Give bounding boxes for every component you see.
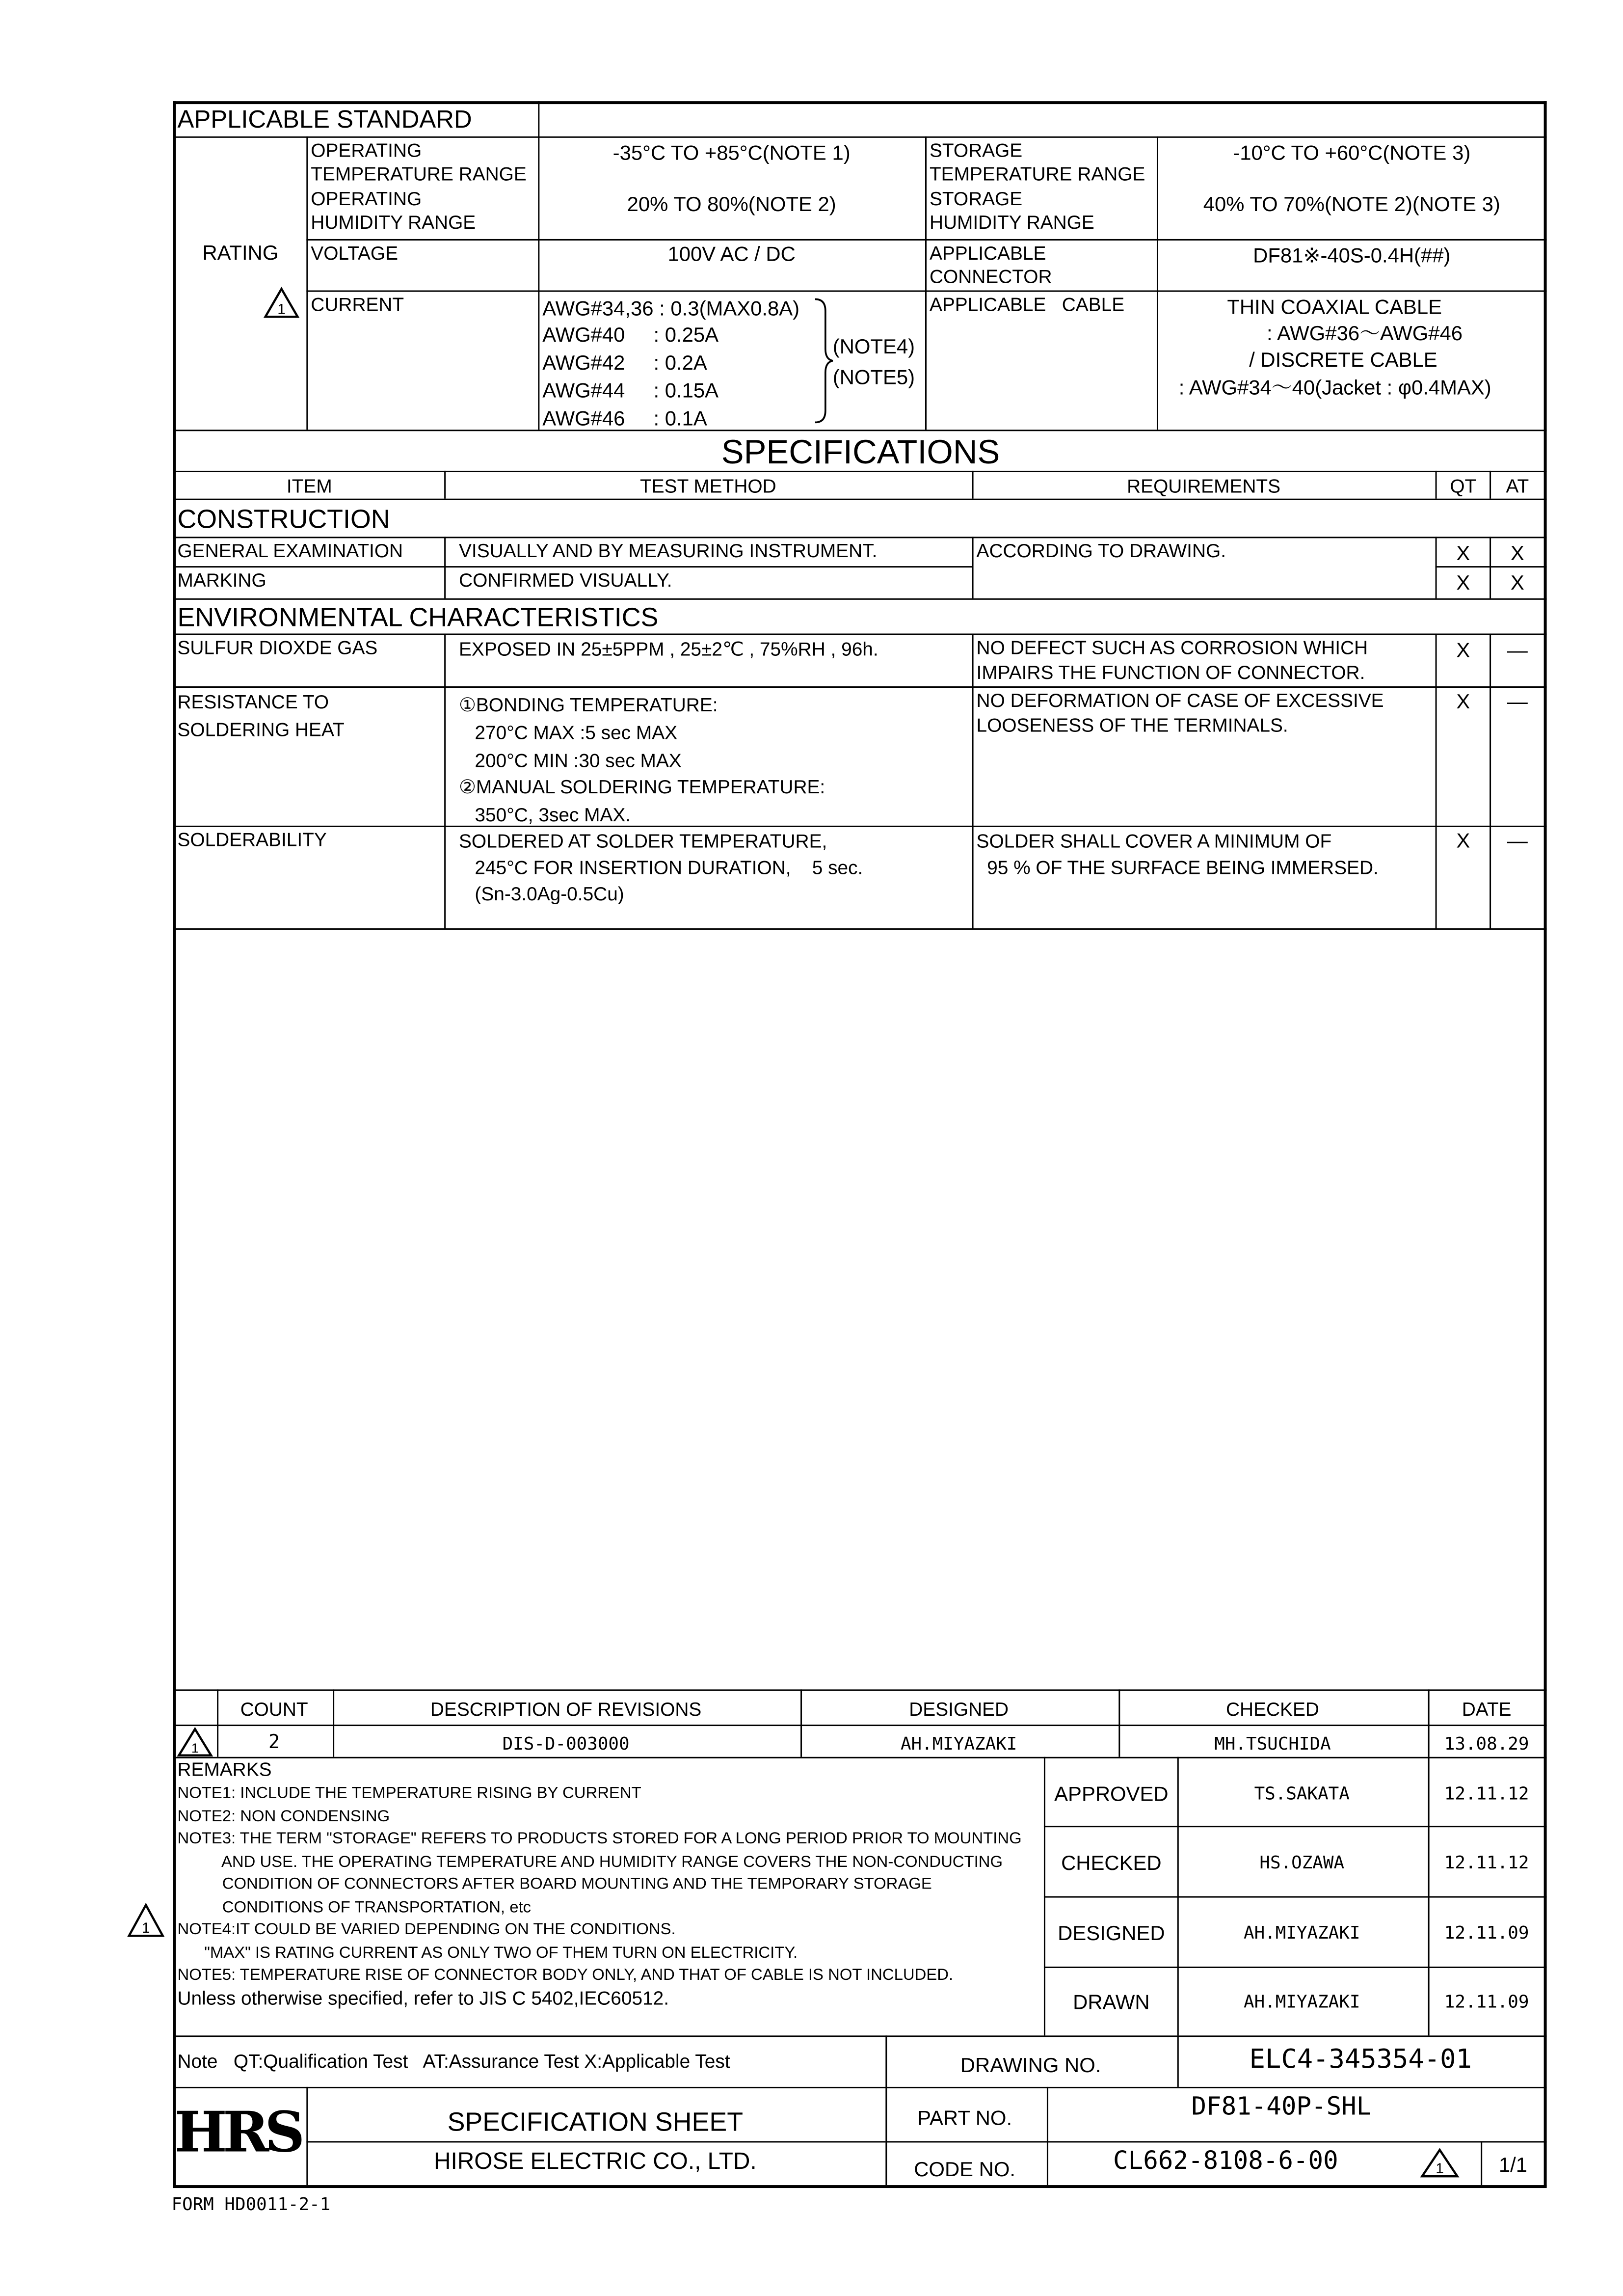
approval-date: 12.11.12 (1444, 1783, 1529, 1804)
grid-line (173, 598, 1547, 600)
current-row: AWG#46 : 0.1A (542, 406, 707, 430)
grid-line (173, 686, 1547, 688)
storage-humidity-label: STORAGE HUMIDITY RANGE (929, 188, 1094, 233)
current-row: AWG#42 : 0.2A (542, 350, 707, 374)
storage-temp-label: STORAGE TEMPERATURE RANGE (929, 139, 1145, 184)
revision-triangle-icon (263, 286, 301, 320)
op-humidity-value: 20% TO 80%(NOTE 2) (627, 192, 836, 216)
revision-mark-number: 1 (191, 1740, 199, 1756)
grid-line (1490, 471, 1491, 499)
drawing-no: ELC4-345354-01 (1249, 2044, 1472, 2076)
part-no-label: PART NO. (917, 2106, 1012, 2130)
grid-line (173, 1689, 1547, 1691)
col-header-at: AT (1506, 475, 1529, 497)
frame-left-line (173, 101, 176, 2187)
col-header-item: ITEM (286, 475, 332, 497)
grid-line (444, 471, 446, 499)
specifications-title: SPECIFICATIONS (721, 432, 1000, 471)
grid-line (885, 2035, 887, 2185)
hrs-logo (174, 2097, 301, 2165)
op-temp-label: OPERATING TEMPERATURE RANGE (311, 139, 527, 184)
grid-line (444, 634, 446, 928)
cable-line: : AWG#36～AWG#46 (1267, 321, 1463, 345)
connector-label: APPLICABLE CONNECTOR (929, 242, 1052, 287)
grid-line (1481, 2141, 1482, 2185)
grid-line (1436, 634, 1437, 928)
grid-line (306, 2087, 308, 2185)
row-qt: X (1456, 689, 1470, 713)
grid-line (173, 826, 1547, 827)
grid-line (1436, 471, 1437, 499)
grid-line (1044, 1896, 1547, 1898)
company-name: HIROSE ELECTRIC CO., LTD. (433, 2150, 757, 2175)
row-requirement: NO DEFORMATION OF CASE OF EXCESSIVE LOOSENESS OF THE TERMINALS. (976, 689, 1384, 736)
approval-date: 12.11.12 (1444, 1852, 1529, 1873)
col-header-qt: QT (1450, 475, 1477, 497)
grid-line (1044, 1967, 1547, 1968)
grid-line (173, 2035, 1547, 2037)
approval-role: DRAWN (1073, 1990, 1150, 2014)
remarks-last-line: Unless otherwise specified, refer to JIS C 5402,IEC60512. (177, 1987, 669, 2009)
row-at: — (1507, 828, 1528, 852)
grid-line (800, 1689, 802, 1756)
row-at: — (1507, 638, 1528, 662)
grid-line (306, 2141, 885, 2142)
row-at: X (1510, 570, 1524, 594)
grid-line (972, 537, 974, 598)
row-item: MARKING (177, 569, 266, 591)
row-item: RESISTANCE TO SOLDERING HEAT (177, 691, 345, 740)
form-number: FORM HD0011-2-1 (171, 2194, 331, 2215)
approval-name: TS.SAKATA (1254, 1783, 1350, 1804)
frame-bottom-line (173, 2185, 1547, 2188)
current-note5: (NOTE5) (832, 365, 915, 389)
grid-line (1177, 2035, 1179, 2087)
row-at: — (1507, 689, 1528, 713)
rev-header-count: COUNT (240, 1698, 308, 1721)
current-row: AWG#40 : 0.25A (542, 323, 719, 347)
grid-line (1047, 2087, 1048, 2185)
revision-mark-number: 1 (1436, 2161, 1444, 2177)
grid-line (972, 634, 974, 928)
applicable-standard-label: APPLICABLE STANDARD (177, 106, 472, 134)
row-qt: X (1456, 638, 1470, 662)
frame-top-line (173, 101, 1547, 104)
grid-line (885, 2141, 1546, 2142)
sheet-title: SPECIFICATION SHEET (447, 2107, 744, 2137)
revision-date: 13.08.29 (1444, 1733, 1529, 1754)
grid-line (306, 136, 308, 430)
rev-header-checked: CHECKED (1226, 1698, 1319, 1721)
grid-line (173, 136, 1547, 138)
grid-line (925, 136, 927, 430)
row-qt: X (1456, 570, 1470, 594)
revision-mark-number: 1 (277, 301, 286, 318)
grid-line (173, 2087, 1547, 2088)
code-no-label: CODE NO. (914, 2157, 1016, 2181)
approval-date: 12.11.09 (1444, 1991, 1529, 2012)
voltage-value: 100V AC / DC (667, 242, 796, 266)
current-label: CURRENT (311, 293, 404, 316)
row-item: SOLDERABILITY (177, 828, 327, 851)
approval-name: AH.MIYAZAKI (1244, 1922, 1360, 1944)
revision-checked: MH.TSUCHIDA (1214, 1733, 1331, 1754)
revision-triangle-icon (176, 1728, 214, 1757)
grid-line (444, 537, 446, 598)
revision-triangle-icon (126, 1902, 166, 1939)
cable-line: : AWG#34～40(Jacket : φ0.4MAX) (1178, 375, 1491, 399)
approval-date: 12.11.09 (1444, 1922, 1529, 1944)
row-method: EXPOSED IN 25±5PPM , 25±2℃ , 75%RH , 96h. (459, 638, 878, 660)
row-qt: X (1456, 828, 1470, 852)
op-humidity-label: OPERATING HUMIDITY RANGE (311, 188, 476, 233)
revision-count: 2 (268, 1732, 280, 1754)
storage-humidity-value: 40% TO 70%(NOTE 2)(NOTE 3) (1203, 192, 1500, 216)
grid-line (173, 499, 1547, 500)
frame-right-line (1544, 101, 1547, 2187)
grid-line (217, 1689, 218, 1756)
row-requirement: ACCORDING TO DRAWING. (976, 540, 1226, 562)
approval-role: CHECKED (1061, 1850, 1162, 1874)
grid-line (173, 634, 1547, 635)
current-row: AWG#44 : 0.15A (542, 378, 719, 402)
grid-line (173, 1725, 1547, 1726)
drawing-no-label: DRAWING NO. (960, 2053, 1101, 2077)
grid-line (173, 537, 1547, 538)
grid-line (538, 101, 539, 430)
section-title-environmental: ENVIRONMENTAL CHARACTERISTICS (177, 602, 659, 632)
current-note4: (NOTE4) (832, 334, 915, 358)
row-method: ①BONDING TEMPERATURE: 270°C MAX :5 sec MAX 200°C MIN :30 sec MAX ②MANUAL SOLDERING TEMPERATURE: 350°C, 3sec MAX. (459, 693, 825, 826)
section-title-construction: CONSTRUCTION (177, 504, 390, 534)
approval-name: AH.MIYAZAKI (1244, 1991, 1360, 2012)
grid-line (173, 928, 1547, 930)
revision-designed: AH.MIYAZAKI (900, 1733, 1017, 1754)
col-header-requirements: REQUIREMENTS (1127, 475, 1281, 497)
rev-header-date: DATE (1462, 1698, 1512, 1721)
grid-line (1490, 537, 1491, 598)
revision-description: DIS-D-003000 (502, 1733, 630, 1754)
grid-line (333, 1689, 334, 1756)
revision-triangle-icon (1419, 2147, 1461, 2179)
revision-mark-number: 1 (141, 1920, 150, 1937)
row-requirement: NO DEFECT SUCH AS CORROSION WHICH IMPAIRS THE FUNCTION OF CONNECTOR. (976, 636, 1368, 683)
cable-line: / DISCRETE CABLE (1249, 347, 1437, 371)
row-item: GENERAL EXAMINATION (177, 540, 403, 562)
logo-text: HRS (174, 2099, 301, 2165)
current-row: AWG#34,36 : 0.3(MAX0.8A) (542, 296, 800, 320)
grid-line (1118, 1689, 1120, 1756)
connector-value: DF81※-40S-0.4H(##) (1253, 243, 1451, 267)
approval-role: DESIGNED (1058, 1921, 1165, 1945)
curly-brace-icon (812, 296, 836, 425)
grid-line (1490, 634, 1491, 928)
part-no: DF81-40P-SHL (1191, 2092, 1372, 2122)
code-no: CL662-8108-6-00 (1113, 2147, 1338, 2177)
row-item: SULFUR DIOXDE GAS (177, 636, 378, 659)
grid-line (1157, 136, 1158, 430)
remarks-notes: NOTE1: INCLUDE THE TEMPERATURE RISING BY CURRENT NOTE2: NON CONDENSING NOTE3: THE TERM "STORAGE" REFERS TO PRODUCTS STORED FOR A LONG PERIOD PRIOR TO MOUNTING AND USE. THE OPERATING TEMPERATURE AND HUMIDITY RANGE COVERS THE NON-CONDUCTING CONDITION OF CONNECTORS AFTER BOARD MOUNTING AND THE TEMPORARY STORAGE CONDITIONS OF TRANSPORTATION, etc NOTE4:IT COULD BE VARIED DEPENDING ON THE CONDITIONS. "MAX" IS RATING CURRENT AS ONLY TWO OF THEM TURN ON ELECTRICITY. NOTE5: TEMPERATURE RISE OF CONNECTOR BODY ONLY, AND THAT OF CABLE IS NOT INCLUDED. (177, 1784, 1022, 1984)
grid-line (972, 471, 974, 499)
approval-role: APPROVED (1054, 1782, 1169, 1806)
grid-line (1044, 1826, 1547, 1827)
row-method: VISUALLY AND BY MEASURING INSTRUMENT. (459, 540, 878, 562)
rev-header-description: DESCRIPTION OF REVISIONS (430, 1698, 702, 1721)
grid-line (173, 566, 972, 567)
row-requirement: SOLDER SHALL COVER A MINIMUM OF 95 % OF THE SURFACE BEING IMMERSED. (976, 830, 1379, 879)
row-method: SOLDERED AT SOLDER TEMPERATURE, 245°C FOR INSERTION DURATION, 5 sec. (Sn-3.0Ag-0.5Cu) (459, 830, 863, 905)
row-at: X (1510, 541, 1524, 565)
col-header-test-method: TEST METHOD (640, 475, 776, 497)
grid-line (173, 430, 1547, 431)
row-qt: X (1456, 541, 1470, 565)
op-temp-value: -35°C TO +85°C(NOTE 1) (612, 140, 851, 164)
page-number: 1/1 (1498, 2153, 1527, 2177)
remarks-title: REMARKS (177, 1758, 272, 1781)
grid-line (1428, 1689, 1430, 1756)
grid-line (173, 471, 1547, 472)
rating-label: RATING (202, 240, 279, 264)
voltage-label: VOLTAGE (311, 242, 399, 264)
grid-line (1436, 537, 1437, 598)
approval-name: HS.OZAWA (1259, 1852, 1345, 1873)
rev-header-designed: DESIGNED (909, 1698, 1009, 1721)
grid-line (173, 1757, 1547, 1758)
cable-label: APPLICABLE CABLE (929, 293, 1125, 316)
test-abbreviation-note: Note QT:Qualification Test AT:Assurance Test X:Applicable Test (177, 2050, 730, 2073)
row-method: CONFIRMED VISUALLY. (459, 569, 672, 591)
storage-temp-value: -10°C TO +60°C(NOTE 3) (1233, 140, 1471, 164)
cable-line: THIN COAXIAL CABLE (1227, 295, 1442, 319)
